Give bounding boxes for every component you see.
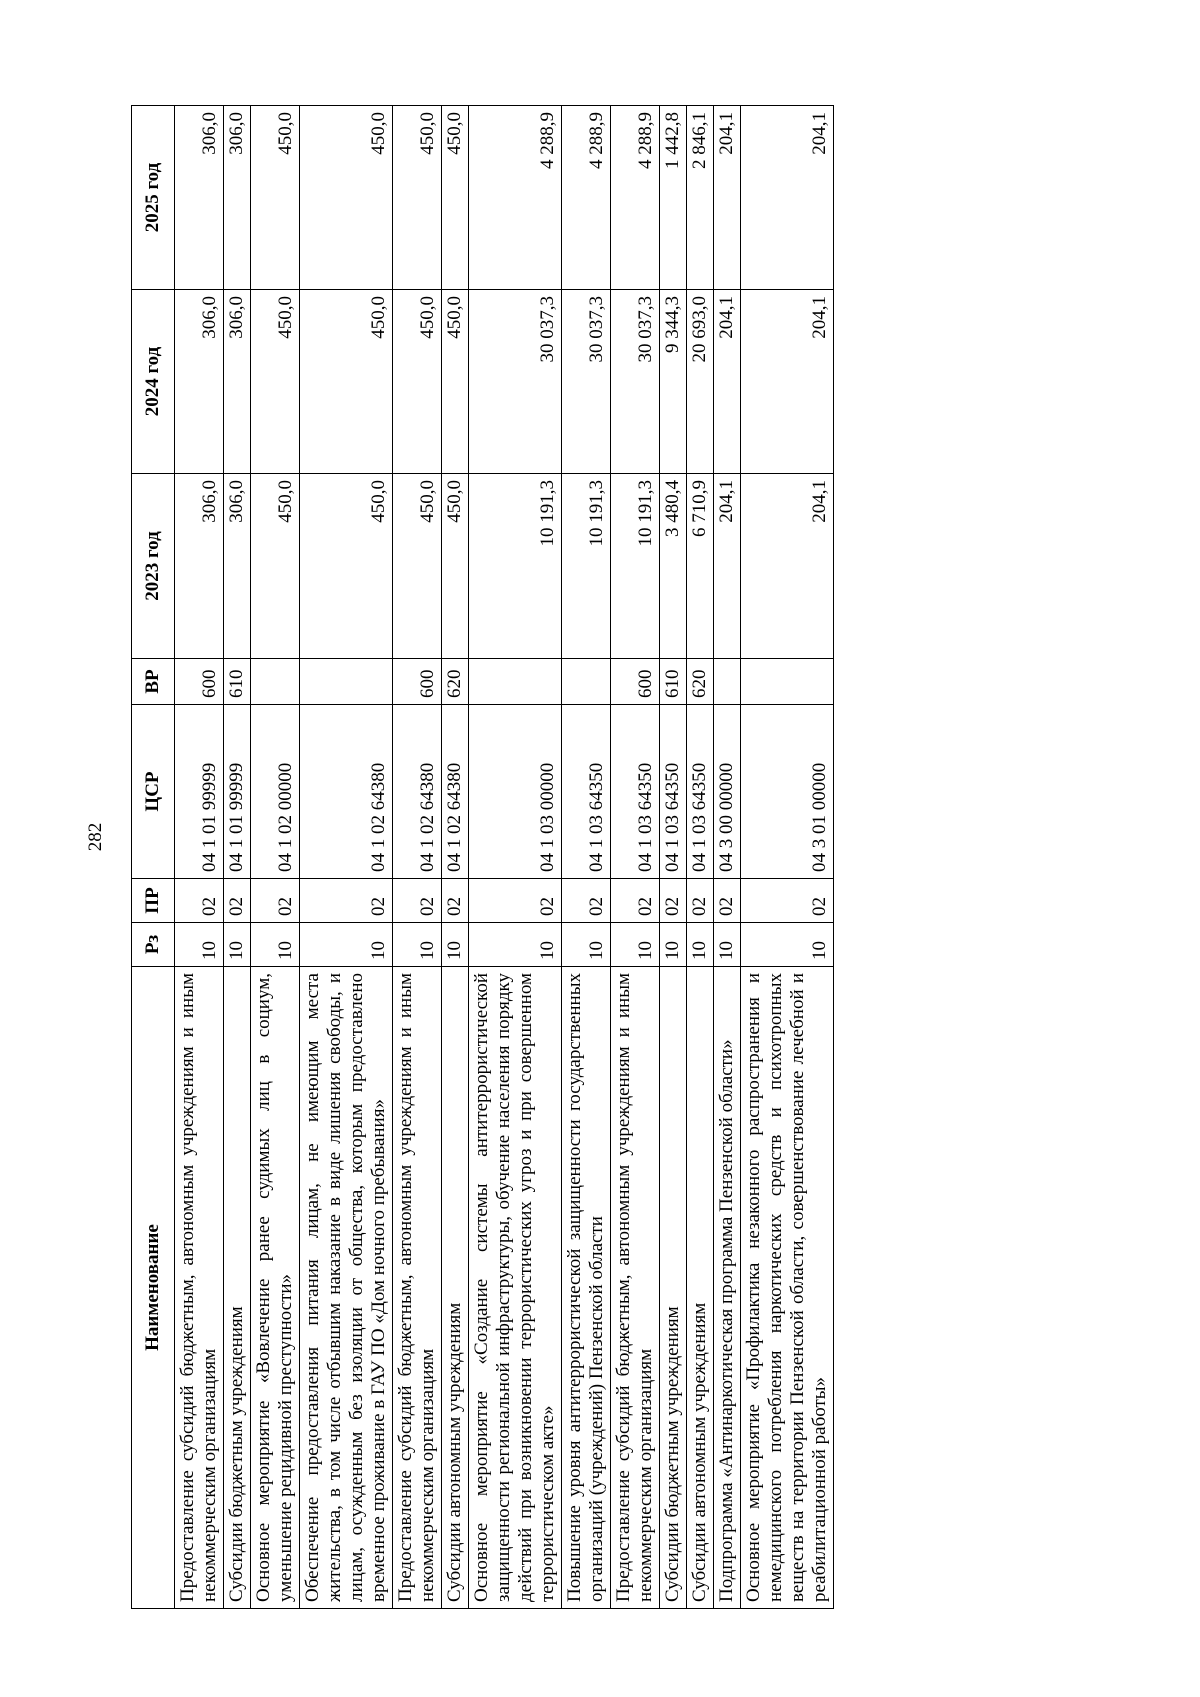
row-rz: 10 [175,923,224,967]
row-csr: 04 1 03 64350 [562,705,611,879]
row-rz: 10 [714,923,741,967]
table-row [251,106,300,1609]
row-2023: 450,0 [251,474,300,659]
row-vr: 600 [611,659,660,705]
table-row [562,106,611,1609]
row-vr [251,659,300,705]
row-pr: 02 [469,879,562,923]
row-csr: 04 1 02 64380 [300,705,393,879]
row-pr: 02 [714,879,741,923]
row-2025: 4 288,9 [469,106,562,290]
row-vr [300,659,393,705]
row-2024: 450,0 [393,290,442,474]
row-csr: 04 3 01 00000 [741,705,834,879]
row-name: Основное мероприятие «Создание системы антитеррористической защищенности региональной инфраструктуры, обучение населения порядку действий при возникновении террористических угроз и при совершенном террористическом акте» [469,967,562,1609]
row-2023: 450,0 [442,474,469,659]
row-name: Субсидии бюджетным учреждениям [224,967,251,1609]
row-2024: 450,0 [442,290,469,474]
row-2023: 204,1 [714,474,741,659]
row-2023: 204,1 [741,474,834,659]
header-pr: ПР [132,879,175,923]
row-rz: 10 [251,923,300,967]
row-2024: 306,0 [224,290,251,474]
row-csr: 04 1 03 00000 [469,705,562,879]
row-csr: 04 1 02 00000 [251,705,300,879]
table-row [611,106,660,1609]
row-2025: 450,0 [251,106,300,290]
row-rz: 10 [562,923,611,967]
row-2025: 2 846,1 [687,106,714,290]
row-2024: 30 037,3 [611,290,660,474]
row-vr: 620 [687,659,714,705]
row-2025: 204,1 [714,106,741,290]
row-name: Обеспечение предоставления питания лицам, не имеющим места жительства, в том числе отбывшим наказание в виде лишения свободы, и лицам, осужденным без изоляции от общества, которым предоставлено временное проживание в ГАУ ПО «Дом ночного пребывания» [300,967,393,1609]
row-2023: 3 480,4 [660,474,687,659]
row-2023: 6 710,9 [687,474,714,659]
row-csr: 04 1 03 64350 [611,705,660,879]
row-vr [562,659,611,705]
row-2025: 306,0 [224,106,251,290]
row-vr: 610 [660,659,687,705]
header-2025: 2025 год [132,106,175,290]
row-2024: 204,1 [714,290,741,474]
row-vr: 600 [175,659,224,705]
row-2024: 306,0 [175,290,224,474]
row-rz: 10 [741,923,834,967]
row-2024: 9 344,3 [660,290,687,474]
row-2025: 1 442,8 [660,106,687,290]
row-name: Предоставление субсидий бюджетным, автономным учреждениям и иным некоммерческим организациям [175,967,224,1609]
header-2023: 2023 год [132,474,175,659]
row-vr: 620 [442,659,469,705]
row-csr: 04 1 01 99999 [175,705,224,879]
row-name: Субсидии автономным учреждениям [687,967,714,1609]
header-csr: ЦСР [132,705,175,879]
budget-table [131,105,834,1609]
row-2025: 450,0 [442,106,469,290]
row-rz: 10 [300,923,393,967]
row-pr: 02 [687,879,714,923]
row-csr: 04 1 03 64350 [660,705,687,879]
row-name: Субсидии автономным учреждениям [442,967,469,1609]
row-csr: 04 1 01 99999 [224,705,251,879]
row-2025: 204,1 [741,106,834,290]
row-pr: 02 [741,879,834,923]
row-2023: 306,0 [224,474,251,659]
table-row [224,106,251,1609]
row-name: Основное мероприятие «Вовлечение ранее судимых лиц в социум, уменьшение рецидивной преступности» [251,967,300,1609]
row-pr: 02 [660,879,687,923]
row-rz: 10 [469,923,562,967]
row-rz: 10 [687,923,714,967]
page-number: 282 [85,822,106,852]
row-2024: 450,0 [251,290,300,474]
row-pr: 02 [175,879,224,923]
row-vr [469,659,562,705]
row-2025: 306,0 [175,106,224,290]
row-2024: 450,0 [300,290,393,474]
row-rz: 10 [660,923,687,967]
row-csr: 04 1 02 64380 [393,705,442,879]
row-name: Подпрограмма «Антинаркотическая программа Пензенской области» [714,967,741,1609]
row-2024: 204,1 [741,290,834,474]
row-pr: 02 [442,879,469,923]
row-name: Повышение уровня антитеррористической защищенности государственных организаций (учреждений) Пензенской области [562,967,611,1609]
row-pr: 02 [251,879,300,923]
row-2023: 450,0 [300,474,393,659]
row-name: Предоставление субсидий бюджетным, автономным учреждениям и иным некоммерческим организациям [393,967,442,1609]
row-2023: 10 191,3 [611,474,660,659]
table-row [741,106,834,1609]
table-row [714,106,741,1609]
row-2025: 450,0 [393,106,442,290]
table-row [469,106,562,1609]
row-pr: 02 [393,879,442,923]
row-csr: 04 1 03 64350 [687,705,714,879]
row-pr: 02 [562,879,611,923]
rotated-table-frame [131,106,991,1609]
table-row [393,106,442,1609]
row-name: Предоставление субсидий бюджетным, автономным учреждениям и иным некоммерческим организациям [611,967,660,1609]
row-name: Субсидии бюджетным учреждениям [660,967,687,1609]
header-rz: Рз [132,923,175,967]
row-vr: 610 [224,659,251,705]
row-2025: 4 288,9 [562,106,611,290]
row-pr: 02 [611,879,660,923]
row-2025: 450,0 [300,106,393,290]
table-row [300,106,393,1609]
row-vr [714,659,741,705]
row-vr [741,659,834,705]
row-2025: 4 288,9 [611,106,660,290]
row-2023: 10 191,3 [562,474,611,659]
row-2024: 30 037,3 [562,290,611,474]
row-rz: 10 [393,923,442,967]
row-pr: 02 [300,879,393,923]
header-2024: 2024 год [132,290,175,474]
table-row [442,106,469,1609]
row-2024: 30 037,3 [469,290,562,474]
table-row [175,106,224,1609]
header-name: Наименование [132,967,175,1609]
row-csr: 04 3 00 00000 [714,705,741,879]
row-2023: 10 191,3 [469,474,562,659]
row-vr: 600 [393,659,442,705]
row-2023: 450,0 [393,474,442,659]
row-rz: 10 [611,923,660,967]
row-rz: 10 [224,923,251,967]
table-row [660,106,687,1609]
row-name: Основное мероприятие «Профилактика незаконного распространения и немедицинского потребления наркотических средств и психотропных веществ на территории Пензенской области, совершенствование лечебной и реабилитационной работы» [741,967,834,1609]
table-row [687,106,714,1609]
row-2023: 306,0 [175,474,224,659]
table-header-row [132,106,175,1609]
header-vr: ВР [132,659,175,705]
row-csr: 04 1 02 64380 [442,705,469,879]
row-rz: 10 [442,923,469,967]
row-pr: 02 [224,879,251,923]
rotated-table-inner [131,106,991,1609]
row-2024: 20 693,0 [687,290,714,474]
